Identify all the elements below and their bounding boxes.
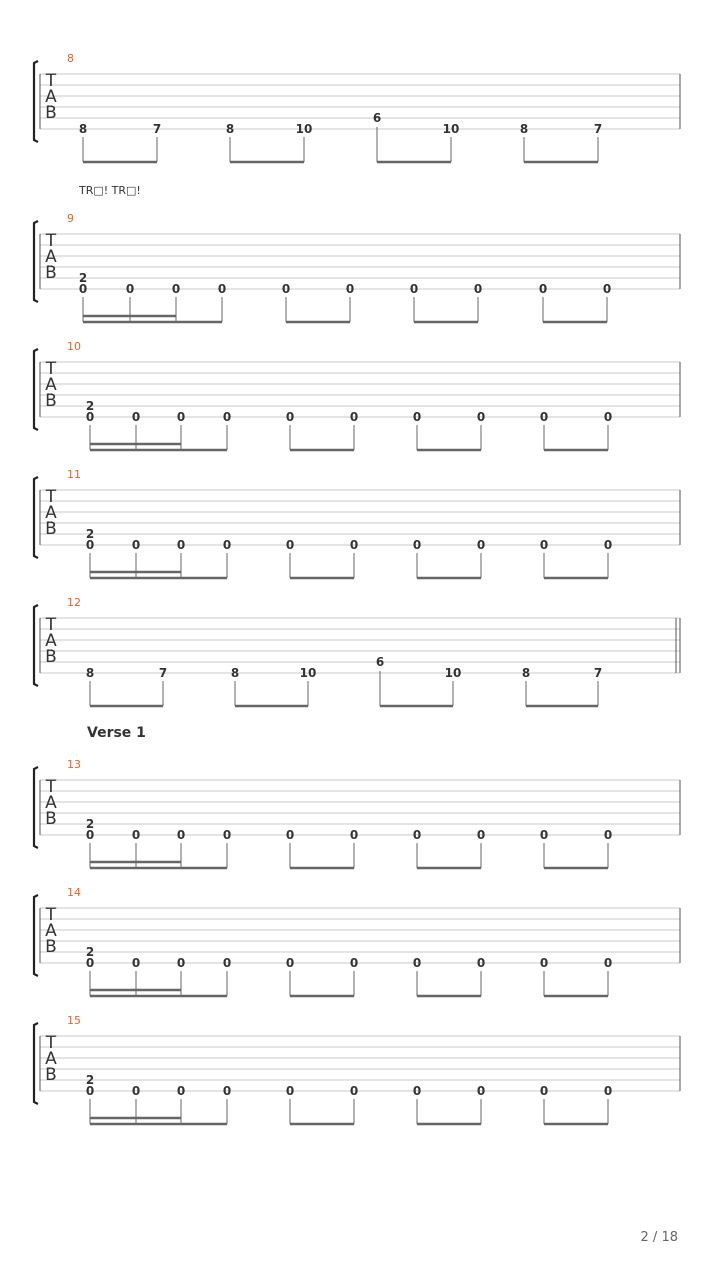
fret-number: 0 <box>476 410 486 424</box>
fret-number: 0 <box>176 1084 186 1098</box>
tab-system-9 <box>34 212 680 322</box>
fret-number: 0 <box>85 538 95 552</box>
fret-number: 2 <box>85 1073 95 1087</box>
measure-number: 10 <box>67 340 81 353</box>
measure-number: 13 <box>67 758 81 771</box>
tab-system-11 <box>34 468 680 578</box>
system-bracket <box>34 767 38 848</box>
fret-number: 0 <box>412 538 422 552</box>
fret-number: 0 <box>285 410 295 424</box>
fret-number: 7 <box>158 666 168 680</box>
tab-clef-letter: B <box>45 647 57 667</box>
fret-number: 0 <box>85 956 95 970</box>
fret-number: 0 <box>476 1084 486 1098</box>
fret-number: 0 <box>349 828 359 842</box>
tab-clef-letter: T <box>45 359 57 379</box>
tab-system-15 <box>34 1014 680 1124</box>
fret-number: 0 <box>412 828 422 842</box>
fret-number: 8 <box>78 122 88 136</box>
fret-number: 7 <box>593 666 603 680</box>
fret-number: 0 <box>539 828 549 842</box>
fret-number: 10 <box>295 122 313 136</box>
tab-clef-letter: B <box>45 103 57 123</box>
system-bracket <box>34 895 38 976</box>
fret-number: 0 <box>602 282 612 296</box>
fret-number: 0 <box>176 410 186 424</box>
fret-number: 0 <box>222 410 232 424</box>
fret-number: 0 <box>285 538 295 552</box>
tab-clef-letter: A <box>45 247 57 267</box>
system-bracket <box>34 477 38 558</box>
fret-number: 2 <box>78 271 88 285</box>
fret-number: 0 <box>85 828 95 842</box>
tab-clef-letter: B <box>45 263 57 283</box>
fret-number: 0 <box>285 1084 295 1098</box>
annotation-tro: TR□! TR□! <box>79 184 141 197</box>
tab-clef-letter: T <box>45 1033 57 1053</box>
fret-number: 0 <box>603 828 613 842</box>
fret-number: 7 <box>152 122 162 136</box>
fret-number: 0 <box>539 1084 549 1098</box>
tab-system-14 <box>34 886 680 996</box>
fret-number: 0 <box>131 410 141 424</box>
fret-number: 10 <box>299 666 317 680</box>
tab-clef-letter: A <box>45 631 57 651</box>
fret-number: 0 <box>538 282 548 296</box>
fret-number: 0 <box>412 410 422 424</box>
fret-number: 0 <box>539 410 549 424</box>
fret-number: 8 <box>225 122 235 136</box>
system-bracket <box>34 61 38 142</box>
tab-clef-letter: T <box>45 487 57 507</box>
measure-number: 8 <box>67 52 74 65</box>
fret-number: 0 <box>412 956 422 970</box>
tab-clef-letter: A <box>45 87 57 107</box>
measure-number: 14 <box>67 886 81 899</box>
fret-number: 0 <box>539 956 549 970</box>
measure-number: 9 <box>67 212 74 225</box>
measure-number: 11 <box>67 468 81 481</box>
tab-clef-letter: B <box>45 937 57 957</box>
fret-number: 0 <box>78 282 88 296</box>
fret-number: 8 <box>230 666 240 680</box>
fret-number: 0 <box>349 956 359 970</box>
page-number: 2 / 18 <box>640 1230 678 1245</box>
fret-number: 0 <box>409 282 419 296</box>
fret-number: 0 <box>412 1084 422 1098</box>
fret-number: 0 <box>603 410 613 424</box>
fret-number: 0 <box>349 538 359 552</box>
fret-number: 0 <box>473 282 483 296</box>
system-bracket <box>34 349 38 430</box>
tab-clef-letter: A <box>45 1049 57 1069</box>
fret-number: 0 <box>176 828 186 842</box>
tab-system-8 <box>34 52 680 162</box>
fret-number: 0 <box>281 282 291 296</box>
fret-number: 0 <box>222 1084 232 1098</box>
fret-number: 0 <box>222 538 232 552</box>
fret-number: 0 <box>131 956 141 970</box>
fret-number: 0 <box>131 538 141 552</box>
fret-number: 6 <box>375 655 385 669</box>
fret-number: 0 <box>476 956 486 970</box>
fret-number: 0 <box>217 282 227 296</box>
fret-number: 0 <box>85 1084 95 1098</box>
fret-number: 0 <box>539 538 549 552</box>
tab-system-12 <box>34 596 680 706</box>
tab-clef-letter: A <box>45 375 57 395</box>
system-bracket <box>34 605 38 686</box>
fret-number: 0 <box>476 538 486 552</box>
fret-number: 2 <box>85 817 95 831</box>
tab-clef-letter: A <box>45 503 57 523</box>
tab-clef-letter: T <box>45 231 57 251</box>
tab-clef-letter: T <box>45 615 57 635</box>
fret-number: 0 <box>345 282 355 296</box>
tab-clef-letter: B <box>45 809 57 829</box>
fret-number: 0 <box>603 956 613 970</box>
tab-clef-letter: A <box>45 921 57 941</box>
tab-system-10 <box>34 340 680 450</box>
fret-number: 2 <box>85 399 95 413</box>
fret-number: 7 <box>593 122 603 136</box>
system-bracket <box>34 221 38 302</box>
fret-number: 0 <box>131 828 141 842</box>
measure-number: 12 <box>67 596 81 609</box>
fret-number: 0 <box>603 1084 613 1098</box>
fret-number: 8 <box>519 122 529 136</box>
fret-number: 2 <box>85 945 95 959</box>
tab-clef-letter: T <box>45 71 57 91</box>
tab-clef-letter: A <box>45 793 57 813</box>
tab-system-13 <box>34 758 680 868</box>
tab-clef-letter: T <box>45 777 57 797</box>
section-label-verse-1: Verse 1 <box>87 725 146 741</box>
fret-number: 6 <box>372 111 382 125</box>
fret-number: 0 <box>285 828 295 842</box>
tab-clef-letter: T <box>45 905 57 925</box>
tab-clef-letter: B <box>45 1065 57 1085</box>
fret-number: 0 <box>176 538 186 552</box>
measure-number: 15 <box>67 1014 81 1027</box>
fret-number: 8 <box>521 666 531 680</box>
fret-number: 0 <box>222 956 232 970</box>
fret-number: 2 <box>85 527 95 541</box>
fret-number: 0 <box>85 410 95 424</box>
fret-number: 0 <box>349 1084 359 1098</box>
fret-number: 0 <box>349 410 359 424</box>
tab-clef-letter: B <box>45 391 57 411</box>
system-bracket <box>34 1023 38 1104</box>
tab-clef-letter: B <box>45 519 57 539</box>
fret-number: 0 <box>285 956 295 970</box>
fret-number: 0 <box>476 828 486 842</box>
fret-number: 10 <box>442 122 460 136</box>
fret-number: 0 <box>222 828 232 842</box>
fret-number: 0 <box>603 538 613 552</box>
fret-number: 0 <box>125 282 135 296</box>
fret-number: 0 <box>171 282 181 296</box>
fret-number: 0 <box>131 1084 141 1098</box>
fret-number: 8 <box>85 666 95 680</box>
fret-number: 10 <box>444 666 462 680</box>
fret-number: 0 <box>176 956 186 970</box>
